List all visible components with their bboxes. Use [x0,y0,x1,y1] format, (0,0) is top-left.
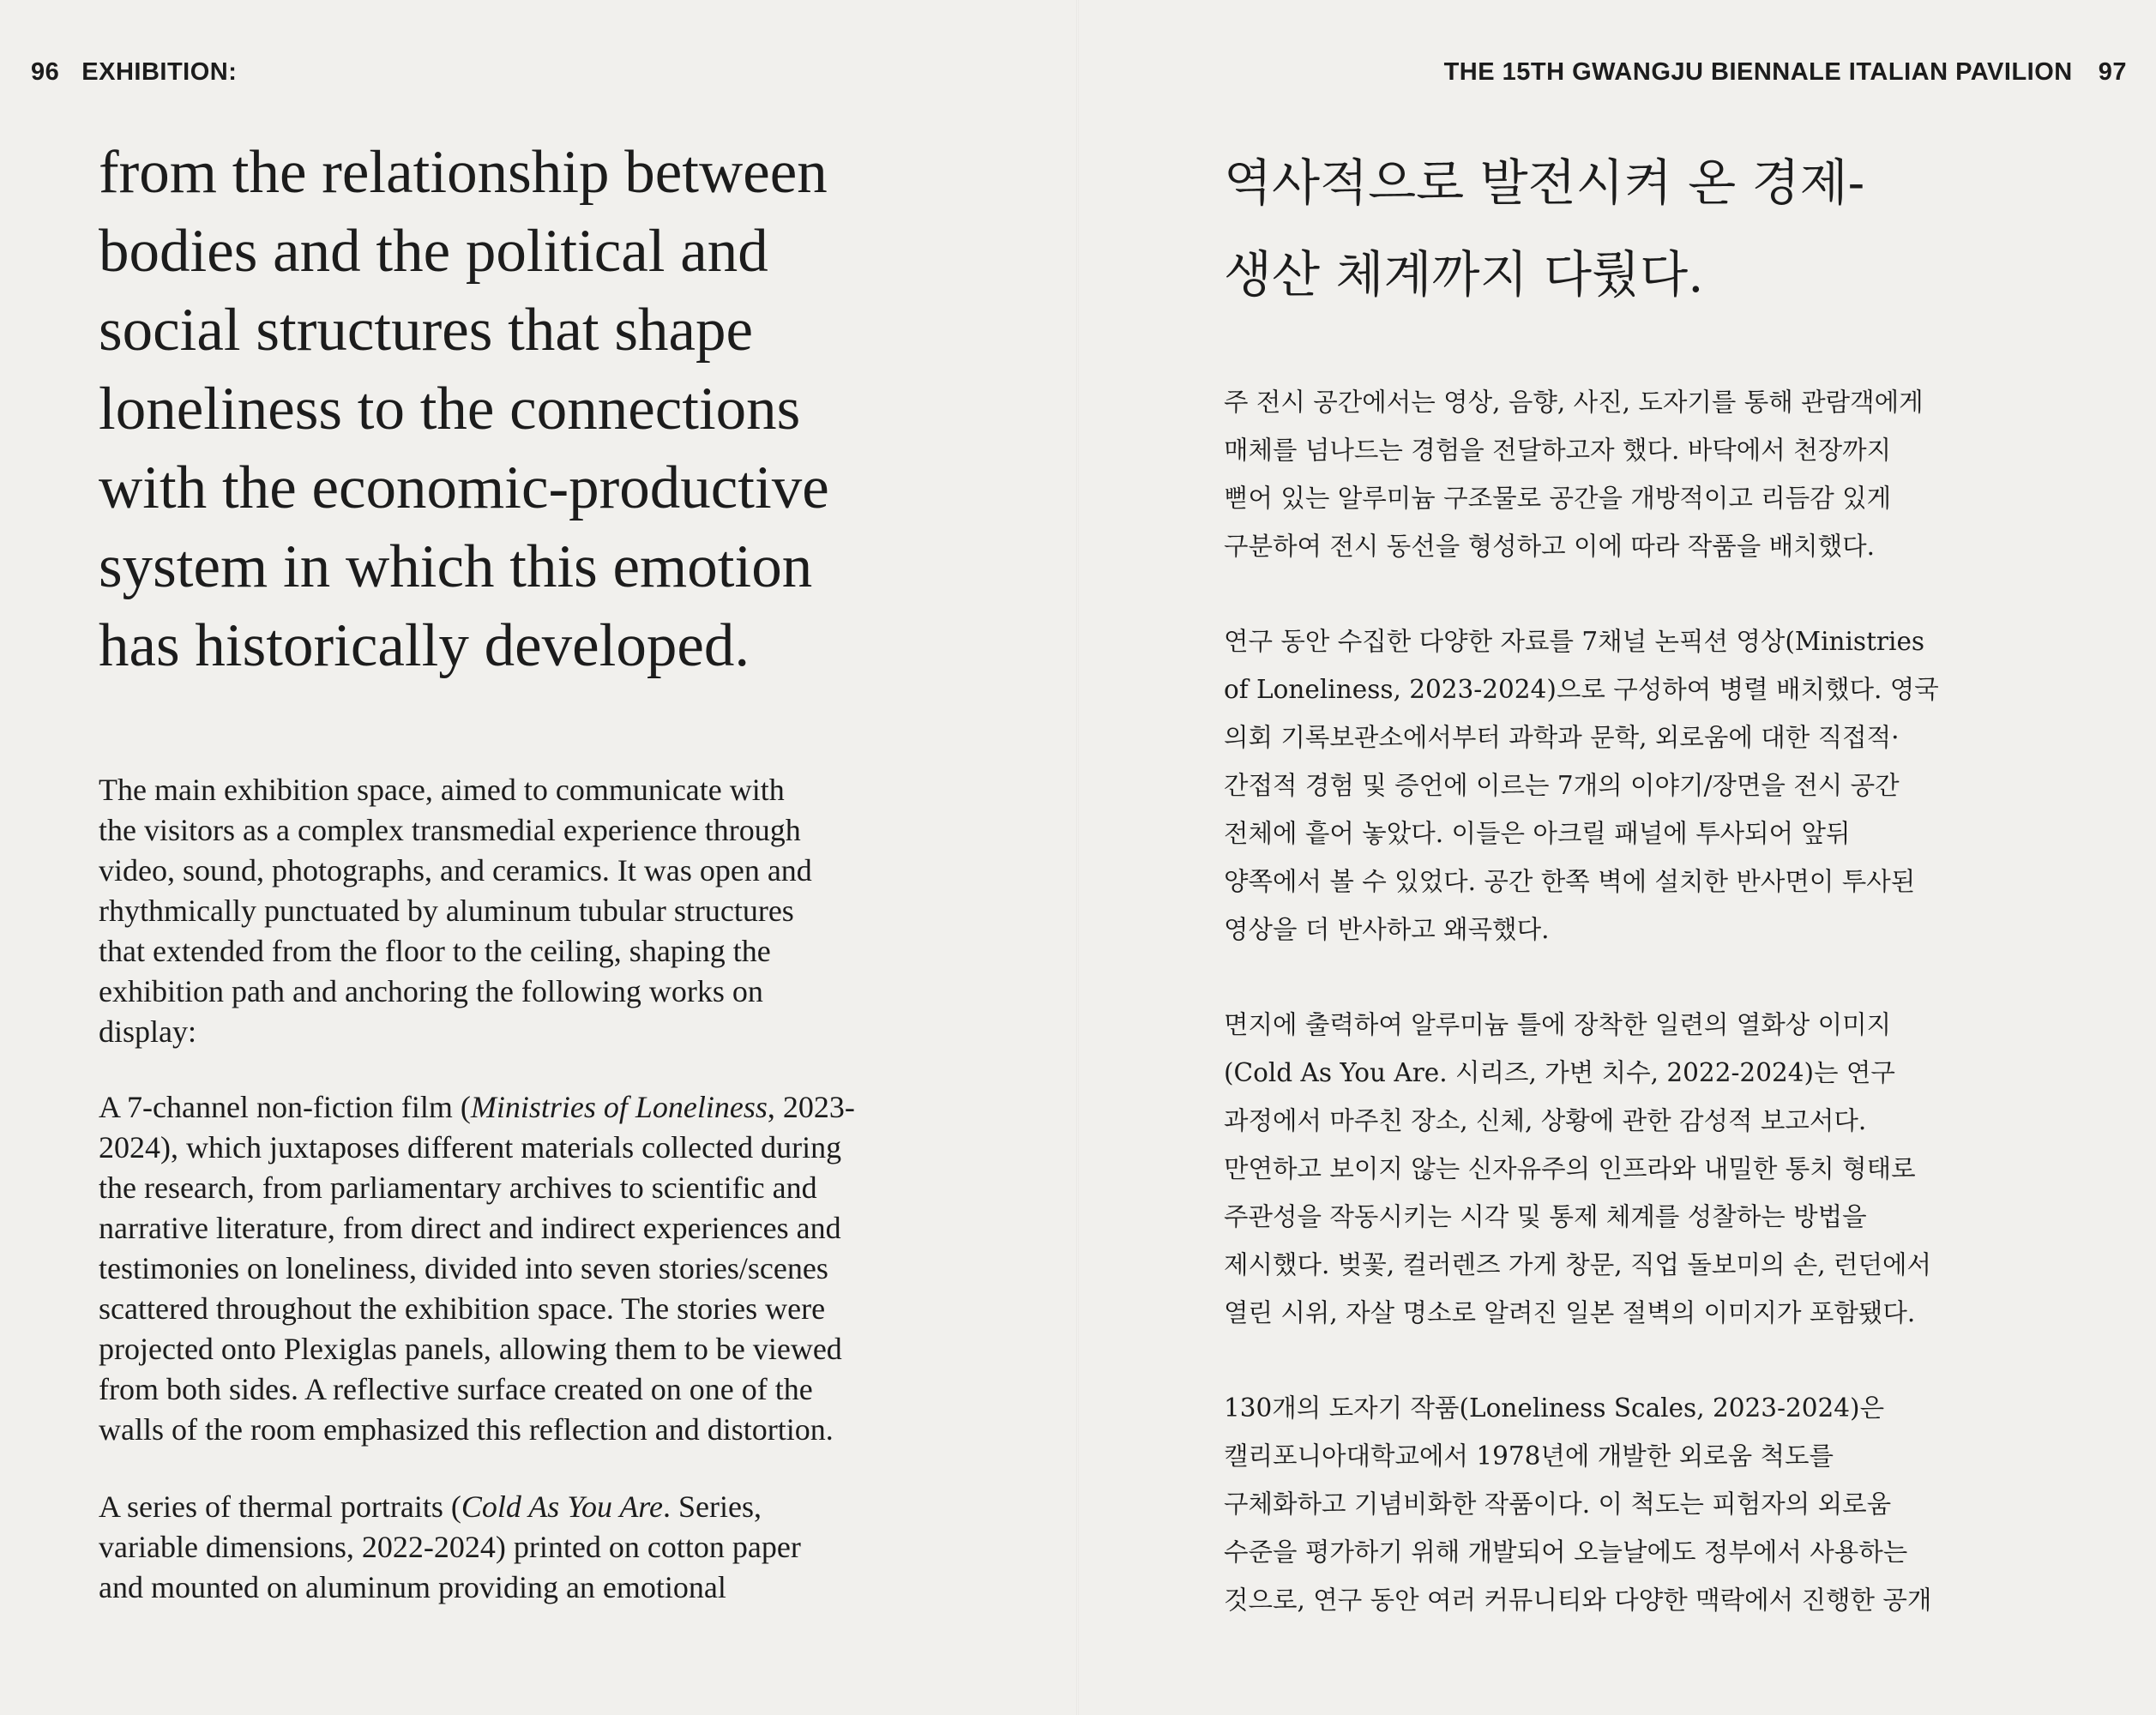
lead-text-ko [1224,137,2133,321]
text-line: and mounted on aluminum providing an emotional [99,1570,726,1604]
text-line: exhibition path and anchoring the following works on [99,974,763,1008]
text-line: 열린 시위, 자살 명소로 알려진 일본 절벽의 이미지가 포함됐다. [1224,1298,1916,1327]
text-line: the visitors as a complex transmedial experience through [99,813,801,847]
text-line: from both sides. A reflective surface created on one of the [99,1372,813,1406]
lead-text-en [99,133,1059,685]
text-line: scattered throughout the exhibition space. The stories were [99,1291,826,1326]
lead-line: loneliness to the connections [99,376,801,442]
lead-line: from the relationship between [99,139,828,206]
paragraph-en-1 [99,770,956,1052]
text-line: projected onto Plexiglas panels, allowing them to be viewed [99,1332,842,1366]
text-line: 구분하여 전시 동선을 형성하고 이에 따라 작품을 배치했다. [1224,532,1875,561]
paragraph-ko-2 [1224,617,2116,954]
running-head-left-title: EXHIBITION: [81,58,238,86]
text-line: 영상을 더 반사하고 왜곡했다. [1224,915,1550,944]
right-page [1078,0,2156,1715]
paragraph-ko-4 [1224,1384,2116,1624]
film-title: Ministries of Loneliness [470,1090,768,1124]
lead-line: 생산 체계까지 다뤘다. [1224,245,1704,304]
text-run: A series of thermal portraits ( [99,1489,461,1524]
text-line: 제시했다. 벚꽃, 컬러렌즈 가게 창문, 직업 돌보미의 손, 런던에서 [1224,1250,1931,1279]
text-line: walls of the room emphasized this reflection and distortion. [99,1412,834,1447]
text-line: 면지에 출력하여 알루미늄 틀에 장착한 일련의 열화상 이미지 [1224,1010,1892,1039]
text-line: video, sound, photographs, and ceramics. It was open and [99,853,812,888]
text-line: 구체화하고 기념비화한 작품이다. 이 척도는 피험자의 외로움 [1224,1489,1892,1519]
text-line: 양쪽에서 볼 수 있었다. 공간 한쪽 벽에 설치한 반사면이 투사된 [1224,867,1916,896]
lead-line: with the economic-productive [99,454,829,521]
text-line: 130개의 도자기 작품(Loneliness Scales, 2023-2024)은 [1224,1393,1885,1423]
text-line: narrative literature, from direct and indirect experiences and [99,1211,841,1245]
text-line: 과정에서 마주친 장소, 신체, 상황에 관한 감성적 보고서다. [1224,1106,1867,1135]
text-line: 연구 동안 수집한 다양한 자료를 7채널 논픽션 영상(Ministries [1224,627,1925,656]
text-line: variable dimensions, 2022-2024) printed on cotton paper [99,1530,801,1564]
text-line: 주 전시 공간에서는 영상, 음향, 사진, 도자기를 통해 관람객에게 [1224,388,1924,417]
text-line: 간접적 경험 및 증언에 이르는 7개의 이야기/장면을 전시 공간 [1224,771,1900,800]
text-line: of Loneliness, 2023-2024)으로 구성하여 병렬 배치했다. 영국 [1224,675,1939,704]
text-run: , 2023- [767,1090,855,1124]
text-line: that extended from the floor to the ceiling, shaping the [99,934,771,968]
text-line: 캘리포니아대학교에서 1978년에 개발한 외로움 척도를 [1224,1441,1834,1471]
text-line: 매체를 넘나드는 경험을 전달하고자 했다. 바닥에서 천장까지 [1224,436,1892,465]
text-line: 전체에 흩어 놓았다. 이들은 아크릴 패널에 투사되어 앞뒤 [1224,819,1851,848]
text-line: 것으로, 연구 동안 여러 커뮤니티와 다양한 맥락에서 진행한 공개 [1224,1586,1932,1615]
running-head-left [31,58,237,87]
text-run: A 7-channel non-fiction film ( [99,1090,471,1124]
paragraph-en-2 [99,1087,956,1450]
text-run: . Series, [662,1489,762,1524]
page-number-left: 96 [31,58,60,86]
text-line: 수준을 평가하기 위해 개발되어 오늘날에도 정부에서 사용하는 [1224,1537,1908,1567]
text-line: 뻗어 있는 알루미늄 구조물로 공간을 개방적이고 리듬감 있게 [1224,484,1892,513]
paragraph-en-3 [99,1487,956,1608]
page-number-right: 97 [2098,58,2127,86]
text-line: 주관성을 작동시키는 시각 및 통제 체계를 성찰하는 방법을 [1224,1202,1867,1231]
text-line: display: [99,1014,196,1049]
text-line: 만연하고 보이지 않는 신자유주의 인프라와 내밀한 통치 형태로 [1224,1154,1916,1183]
lead-line: system in which this emotion [99,533,813,600]
running-head-right [1444,58,2127,87]
paragraph-ko-3 [1224,1001,2116,1337]
series-title: Cold As You Are [461,1489,663,1524]
text-line: The main exhibition space, aimed to communicate with [99,773,785,807]
paragraph-ko-1 [1224,378,2116,570]
lead-line: bodies and the political and [99,218,768,285]
lead-line: social structures that shape [99,297,754,364]
lead-line: has historically developed. [99,612,750,679]
text-line: 의회 기록보관소에서부터 과학과 문학, 외로움에 대한 직접적· [1224,723,1900,752]
text-line [99,1487,956,1527]
text-line: (Cold As You Are. 시리즈, 가변 치수, 2022-2024)는 연구 [1224,1058,1895,1087]
running-head-right-title: THE 15TH GWANGJU BIENNALE ITALIAN PAVILION [1443,58,2073,86]
lead-line: 역사적으로 발전시켜 온 경제- [1224,153,1865,212]
text-line: 2024), which juxtaposes different materials collected during [99,1130,842,1164]
text-line: the research, from parliamentary archives to scientific and [99,1170,817,1205]
text-line [99,1087,956,1128]
text-line: testimonies on loneliness, divided into seven stories/scenes [99,1251,828,1285]
text-line: rhythmically punctuated by aluminum tubular structures [99,894,794,928]
